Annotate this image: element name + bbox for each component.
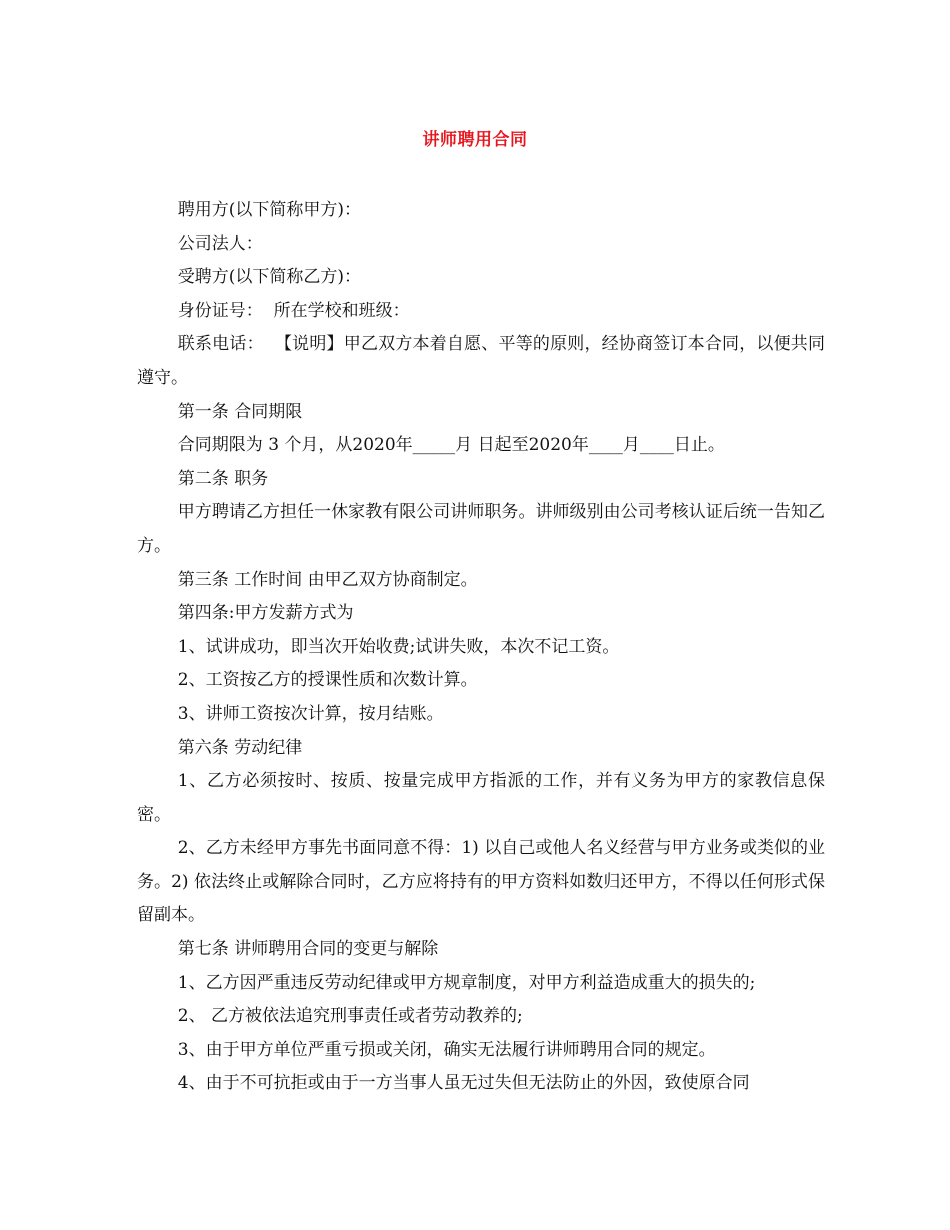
heading-article-3: 第三条 工作时间 由甲乙双方协商制定。	[177, 569, 478, 590]
paragraph-employee: 受聘方(以下简称乙方)：	[177, 267, 362, 288]
paragraph-employer: 聘用方(以下简称甲方)：	[177, 200, 362, 220]
list-item-discipline-2: 2、乙方未经甲方事先书面同意不得：1) 以自己或他人名义经营与甲方业务或类似的业务。2) 依法终止或解除合同时，乙方应将持有的甲方资料如数归还甲方，不得以任何形式保留副本。	[137, 838, 825, 926]
paragraph-legal-person: 公司法人：	[177, 233, 263, 254]
list-item-termination-4: 4、由于不可抗拒或由于一方当事人虽无过失但无法防止的外因，致使原合同	[177, 1073, 750, 1094]
paragraph-id-school: 身份证号： 所在学校和班级：	[177, 300, 410, 321]
list-item-termination-2: 2、 乙方被依法追究刑事责任或者劳动教养的;	[177, 1006, 523, 1027]
heading-article-7: 第七条 讲师聘用合同的变更与解除	[177, 939, 439, 960]
document-body	[137, 194, 825, 1101]
list-item-termination-1: 1、乙方因严重违反劳动纪律或甲方规章制度，对甲方利益造成重大的损失的;	[177, 972, 756, 993]
paragraph-contact-statement: 联系电话： 【说明】甲乙双方本着自愿、平等的原则，经协商签订本合同，以便共同遵守。	[137, 334, 825, 388]
list-item-termination-3: 3、由于甲方单位严重亏损或关闭，确实无法履行讲师聘用合同的规定。	[177, 1039, 716, 1060]
list-item-pay-2: 2、工资按乙方的授课性质和次数计算。	[177, 670, 478, 691]
heading-article-2: 第二条 职务	[177, 468, 269, 489]
list-item-pay-3: 3、讲师工资按次计算，按月结账。	[177, 703, 444, 724]
paragraph-position: 甲方聘请乙方担任一休家教有限公司讲师职务。讲师级别由公司考核认证后统一告知乙方。	[137, 502, 825, 556]
document-title: 讲师聘用合同	[422, 130, 528, 150]
heading-article-6: 第六条 劳动纪律	[177, 737, 303, 758]
paragraph-term: 合同期限为 3 个月，从2020年_____月 日起至2020年____月____日止。	[177, 435, 725, 456]
heading-article-4: 第四条:甲方发薪方式为	[177, 603, 354, 624]
list-item-discipline-1: 1、乙方必须按时、按质、按量完成甲方指派的工作，并有义务为甲方的家教信息保密。	[137, 771, 825, 825]
heading-article-1: 第一条 合同期限	[177, 401, 303, 422]
list-item-pay-1: 1、试讲成功，即当次开始收费;试讲失败，本次不记工资。	[177, 636, 620, 657]
